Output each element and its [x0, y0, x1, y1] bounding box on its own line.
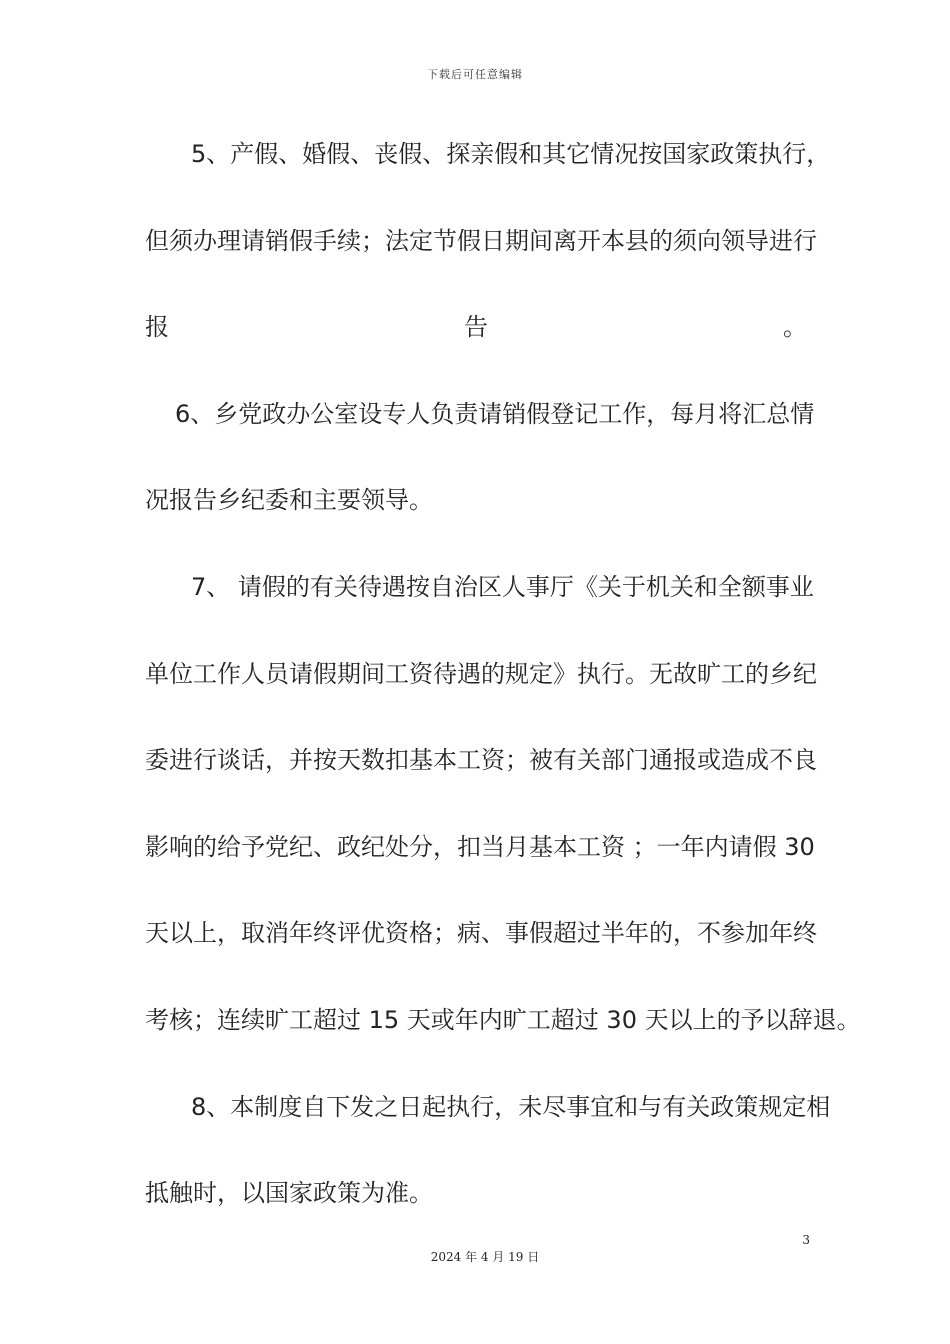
paragraph-7-line-5: 天以上，取消年终评优资格；病、事假超过半年的，不参加年终: [145, 919, 817, 948]
page-footer-date: 2024 年 4 月 19 日: [430, 1250, 540, 1264]
paragraph-7-line-1: 7、 请假的有关待遇按自治区人事厅《关于机关和全额事业: [191, 572, 814, 601]
justified-char-3: 。: [783, 313, 807, 342]
document-body: [145, 126, 861, 1252]
paragraph-8-line-2: 抵触时，以国家政策为准。: [145, 1179, 433, 1208]
paragraph-7-line-4: 影响的给予党纪、政纪处分，扣当月基本工资 ；一年内请假 30: [145, 832, 815, 861]
paragraph-5-line-2: 但须办理请销假手续；法定节假日期间离开本县的须向领导进行: [145, 226, 817, 255]
page-header: 下载后可任意编辑: [427, 68, 523, 81]
paragraph-7-line-2: 单位工作人员请假期间工资待遇的规定》执行。无故旷工的乡纪: [145, 659, 817, 688]
justified-char-1: 报: [145, 313, 169, 342]
paragraph-7-line-3: 委进行谈话，并按天数扣基本工资；被有关部门通报或造成不良: [145, 746, 817, 775]
paragraph-5-line-3: [145, 299, 807, 386]
paragraph-6-line-1: 6、乡党政办公室设专人负责请销假登记工作，每月将汇总情: [175, 399, 815, 428]
paragraph-8-line-1: 8、本制度自下发之日起执行，未尽事宜和与有关政策规定相: [191, 1092, 831, 1121]
page-number: 3: [802, 1233, 810, 1247]
justified-char-2: 告: [464, 313, 488, 342]
paragraph-7-line-6: 考核；连续旷工超过 15 天或年内旷工超过 30 天以上的予以辞退。: [145, 1005, 861, 1034]
paragraph-5-line-1: 5、产假、婚假、丧假、探亲假和其它情况按国家政策执行，: [191, 140, 831, 168]
paragraph-6-line-2: 况报告乡纪委和主要领导。: [145, 486, 433, 515]
